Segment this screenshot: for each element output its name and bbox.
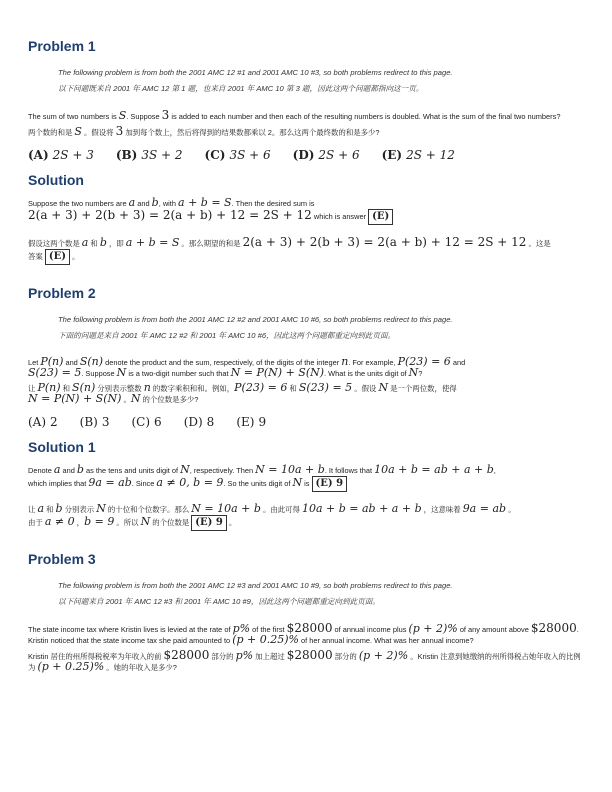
choice-b: (B) 3S + 2 [115, 148, 183, 162]
choice-c: (C) 6 [131, 415, 162, 429]
problem-1-note-zh: 以下问题既来自 2001 年 AMC 12 第 1 题，也来自 2001 年 AMC 10 第 3 题，因此这两个问题都指向这一页。 [58, 84, 424, 93]
solution-1-zh: 假设这两个数是 a 和 b ，即 a + b = S 。那么期望的和是 2(a + 3) + 2(b + 3) = 2(a + b) + 12 = 2S + 12 。这是 答案 (E) 。 [28, 237, 584, 265]
answer-box-zh: (E) [45, 249, 70, 265]
choice-b: (B) 3 [79, 415, 110, 429]
answer-box: (E) 9 [312, 476, 348, 492]
problem-1-statement-en: The sum of two numbers is S. Suppose 3 is added to each number and then each of the resulting numbers is doubled. What is the sum of the final two numbers? [28, 108, 561, 122]
solution-2-en: Denote a and b as the tens and units digit of N, respectively. Then N = 10a + b. It follows that 10a + b = ab + a + b, which implies that 9a = ab. Since a ≠ 0, b = 9. So the units digit of N is (E) 9 [28, 465, 584, 492]
solution-2-zh: 让 a 和 b 分别表示 N 的十位和个位数字。那么 N = 10a + b 。由此可得 10a + b = ab + a + b ，这意味着 9a = ab 。 由于 a ≠ 0 ，b = 9 。所以 N 的个位数是 (E) 9 。 [28, 504, 584, 531]
problem-2-note-zh: 下面的问题是来自 2001 年 AMC 12 #2 和 2001 年 AMC 10 #6，因此这两个问题都重定向到此页面。 [58, 331, 396, 340]
problem-3-statement-en: The state income tax where Kristin lives is levied at the rate of p% of the first $28000 of annual income plus (p + 2)% of any amount above $28000. Kristin noticed that the state income tax she paid amounted to (p + 0.25)% of her annual income. What was her annual income? [28, 621, 579, 646]
solution-1-en: Suppose the two numbers are a and b, with a + b = S. Then the desired sum is 2(a + 3) + 2(b + 3) = 2(a + b) + 12 = 2S + 12 which is answer (E) [28, 198, 584, 225]
choice-c: (C) 3S + 6 [204, 148, 271, 162]
choice-a: (A) 2S + 3 [28, 148, 94, 162]
problem-3-note-en: The following problem is from both the 2001 AMC 12 #3 and 2001 AMC 10 #9, so both problems redirect to this page. [58, 581, 453, 590]
problem-2-choices [28, 415, 584, 429]
choice-e: (E) 9 [236, 415, 267, 429]
problem-1-heading: Problem 1 [28, 38, 96, 54]
problem-2-heading: Problem 2 [28, 285, 96, 301]
problem-2-statement-zh: 让 P(n) 和 S(n) 分别表示整数 n 的数字乘积和和。例如，P(23) = 6 和 S(23) = 5 。假设 N 是一个两位数，使得 N = P(N) + S(N) 。N 的个位数是多少? [28, 381, 457, 405]
problem-1-statement-zh: 两个数的和是 S 。假设将 3 加到每个数上，然后将得到的结果数都乘以 2。那么这两个最终数的和是多少? [28, 124, 380, 138]
choice-e: (E) 2S + 12 [381, 148, 455, 162]
problem-1-choices [28, 148, 584, 162]
answer-box: (E) [368, 209, 393, 225]
problem-1-note-en: The following problem is from both the 2001 AMC 12 #1 and 2001 AMC 10 #3, so both problems redirect to this page. [58, 68, 453, 77]
solution-2-heading: Solution 1 [28, 439, 96, 455]
choice-d: (D) 8 [183, 415, 215, 429]
problem-3-heading: Problem 3 [28, 551, 96, 567]
problem-2-note-en: The following problem is from both the 2001 AMC 12 #2 and 2001 AMC 10 #6, so both problems redirect to this page. [58, 315, 453, 324]
problem-3-note-zh: 以下问题来自 2001 年 AMC 12 #3 和 2001 年 AMC 10 #9，因此这两个问题都重定向到此页面。 [58, 597, 380, 606]
choice-d: (D) 2S + 6 [292, 148, 360, 162]
solution-1-heading: Solution [28, 172, 84, 188]
choice-a: (A) 2 [28, 415, 58, 429]
problem-3-statement-zh: Kristin 居住的州所得税税率为年收入的前 $28000 部分的 p% 加上超过 $28000 部分的 (p + 2)% 。Kristin 注意到她缴纳的州所得税占她年收入的比例为 (p + 0.25)% 。她的年收入是多少? [28, 648, 581, 673]
problem-2-statement-en: Let P(n) and S(n) denote the product and the sum, respectively, of the digits of the integer n. For example, P(23) = 6 and S(23) = 5. Suppose N is a two-digit number such that N = P(N) + S(N). What is the units digit of N? [28, 355, 466, 379]
answer-box-zh: (E) 9 [191, 515, 227, 531]
